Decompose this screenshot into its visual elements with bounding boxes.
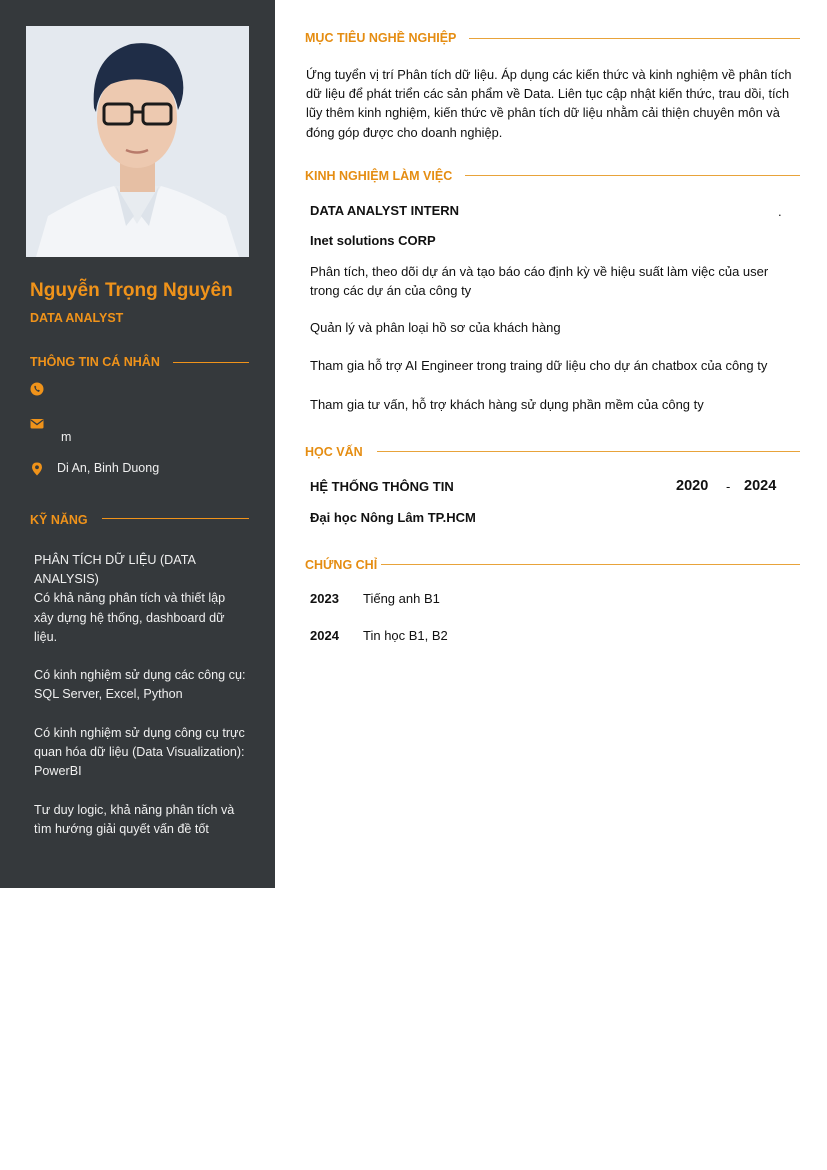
divider [469,38,800,39]
certificate-name: Tin học B1, B2 [363,628,448,643]
profile-title: DATA ANALYST [30,311,124,325]
divider [173,362,249,363]
skills-heading: KỸ NĂNG [30,513,88,527]
divider [377,451,800,452]
education-school: Đại học Nông Lâm TP.HCM [310,510,476,525]
skills-list [34,551,246,858]
job-dot: . [778,204,782,219]
portrait-image [26,26,249,257]
email-text[interactable]: m [61,430,72,444]
job-task: Phân tích, theo dõi dự án và tạo báo cáo định kỳ về hiệu suất làm việc của user trong các dự án của công ty [310,264,769,298]
email-icon [30,417,44,431]
location-pin-icon [30,462,44,476]
education-start-year: 2020 [676,478,709,494]
address-text: Di An, Binh Duong [57,461,160,475]
education-separator: - [726,479,731,494]
certificates-heading: CHỨNG CHỈ [305,558,378,572]
certificate-name: Tiếng anh B1 [363,591,440,606]
objective-text: Ứng tuyển vị trí Phân tích dữ liệu. Áp dụng các kiến thức và kinh nghiệm về phân tích dữ liệu để phát triển các sản phẩm về Data. Liên tục cập nhật kiến thức, trau dồi, tích lũy thêm kinh nghiệm, kiến thức về phân tích dữ liệu nhằm cải thiện chuyên môn và đóng góp được cho doanh nghiệp. [306,67,792,140]
education-major: HỆ THỐNG THÔNG TIN [310,479,454,494]
skill-item: Có kinh nghiệm sử dụng các công cụ: SQL Server, Excel, Python [34,668,246,702]
experience-heading: KINH NGHIỆM LÀM VIỆC [305,169,453,183]
divider [465,175,800,176]
profile-name: Nguyễn Trọng Nguyên [30,280,233,301]
divider [381,564,800,565]
skill-item: Tư duy logic, khả năng phân tích và tìm hướng giải quyết vấn đề tốt [34,802,235,836]
objective-heading: MỤC TIÊU NGHỀ NGHIỆP [305,31,457,45]
phone-icon [30,382,44,396]
sidebar [0,0,275,888]
skill-item: Có khả năng phân tích và thiết lập xây dựng hệ thống, dashboard dữ liệu. [34,591,226,644]
job-task: Tham gia hỗ trợ AI Engineer trong traing dữ liệu cho dự án chatbox của công ty [310,358,768,373]
personal-info-heading: THÔNG TIN CÁ NHÂN [30,355,160,369]
divider [102,518,249,519]
job-task: Tham gia tư vấn, hỗ trợ khách hàng sử dụng phần mềm của công ty [310,397,704,412]
education-end-year: 2024 [744,478,777,494]
skill-item: Có kinh nghiệm sử dụng công cụ trực quan hóa dữ liệu (Data Visualization): PowerBI [34,725,245,779]
certificate-year: 2023 [310,591,339,606]
skill-item: PHÂN TÍCH DỮ LIỆU (DATA ANALYSIS) [34,553,196,587]
job-task: Quản lý và phân loại hồ sơ của khách hàng [310,320,561,335]
certificate-year: 2024 [310,628,339,643]
education-heading: HỌC VẤN [305,445,363,459]
profile-photo [26,26,249,257]
job-position: DATA ANALYST INTERN [310,203,460,218]
job-company: Inet solutions CORP [310,233,436,248]
